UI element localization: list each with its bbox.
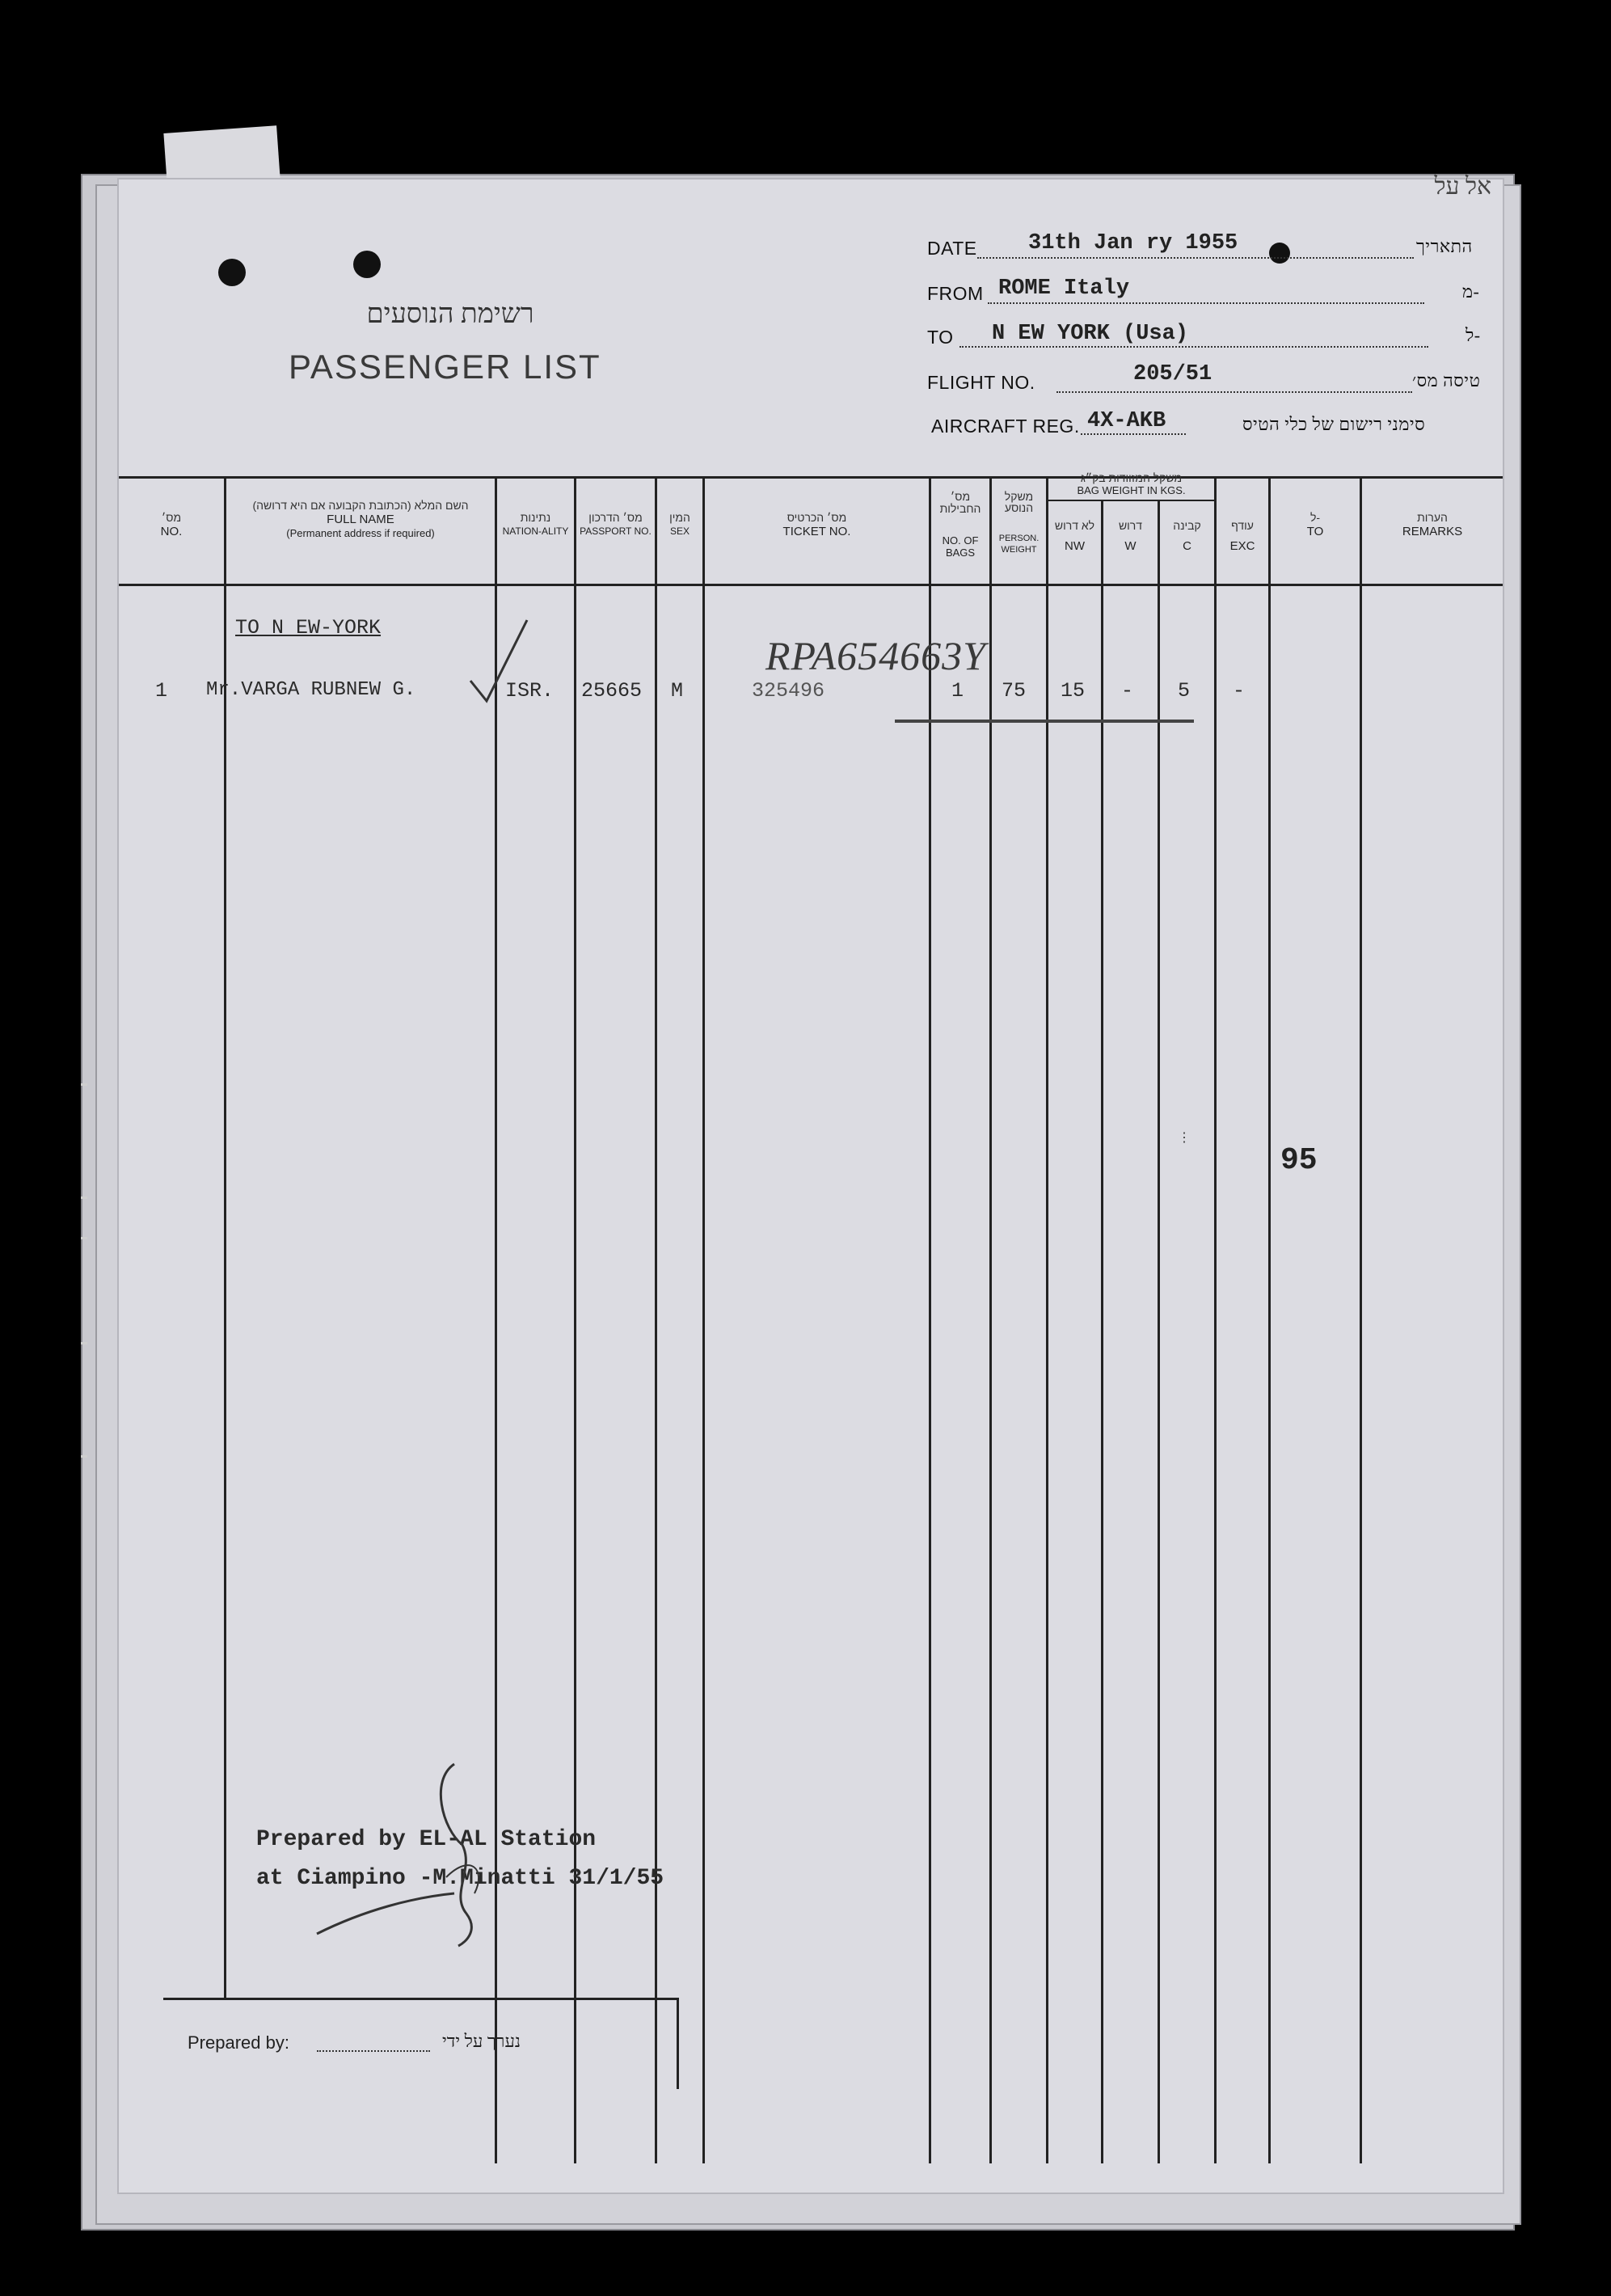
col-no-en: NO. (160, 525, 183, 538)
col-remarks-en: REMARKS (1402, 525, 1463, 538)
col-nationality-en: NATION-ALITY (502, 525, 569, 537)
to-value: N EW YORK (Usa) (992, 322, 1189, 346)
flight-hebrew: טיסה מס׳ (1412, 370, 1481, 390)
column-divider (574, 476, 576, 2163)
column-divider (1046, 476, 1048, 2163)
row-no: 1 (155, 679, 168, 703)
col-name-he: השם המלא (הכתובת הקבועה אם היא דרושה) (252, 499, 469, 512)
to-dotted-line (959, 346, 1428, 348)
col-ticket-he: מס׳ הכרטיס (787, 511, 847, 524)
tally-marks: ⋮ (1178, 1131, 1191, 1145)
col-name-header (226, 499, 495, 540)
row-weight: 75 (1002, 679, 1027, 703)
edge-mark (81, 1237, 87, 1239)
table-header-border (119, 584, 1503, 586)
column-divider (495, 476, 497, 2163)
column-divider (1360, 476, 1362, 2163)
stamp-line-2: at Ciampino -M.Minatti 31/1/55 (256, 1866, 664, 1891)
col-weight-en: PERSON. WEIGHT (998, 534, 1040, 555)
col-ticket-en: TICKET NO. (782, 525, 851, 538)
row-passport: 25665 (581, 679, 643, 703)
col-remarks-he: הערות (1417, 511, 1448, 524)
column-divider (1268, 476, 1271, 2163)
punch-hole (1269, 243, 1290, 264)
prepared-by-dotted-line (317, 2050, 430, 2052)
flight-dotted-line (1056, 391, 1412, 393)
column-divider (655, 476, 657, 2163)
aircraft-value: 4X-AKB (1087, 409, 1166, 433)
col-c-he: קבינה (1173, 519, 1201, 532)
from-label: FROM (927, 283, 984, 304)
form-title: PASSENGER LIST (289, 348, 601, 386)
col-sex-he: המין (669, 511, 690, 524)
col-to-he: ל- (1309, 511, 1321, 524)
row-name: Mr.VARGA RUBNEW G. (206, 679, 416, 701)
col-exc-en: EXC (1229, 539, 1255, 553)
punch-hole (353, 251, 381, 278)
flight-value: 205/51 (1133, 362, 1212, 386)
column-divider (929, 476, 931, 2163)
row-nationality: ISR. (505, 679, 555, 703)
col-passport-header (576, 511, 655, 538)
col-passport-he: מס׳ הדרכון (588, 511, 643, 524)
prepared-by-box (163, 1998, 679, 2089)
row-nw: 15 (1061, 679, 1086, 703)
col-bag-weight-en: BAG WEIGHT IN KGS. (1077, 484, 1186, 496)
column-divider (1158, 500, 1160, 2163)
stamp-line-1: Prepared by EL-AL Station (256, 1827, 597, 1852)
row-exc: - (1233, 679, 1246, 703)
underline-rule (895, 720, 1194, 723)
col-bag-weight-he: משקל המזוודות בק״ג (1080, 471, 1183, 484)
table-top-border (119, 476, 1503, 479)
edge-mark (81, 1342, 87, 1344)
col-passport-en: PASSPORT NO. (580, 525, 652, 537)
column-divider (1101, 500, 1103, 2163)
row-ticket: 325496 (752, 679, 825, 703)
col-bag-weight-header (1048, 472, 1214, 496)
col-remarks-header (1362, 511, 1503, 538)
total-weight: 95 (1280, 1143, 1318, 1178)
col-nw-he: לא דרוש (1054, 519, 1095, 532)
from-value: ROME Italy (998, 276, 1130, 301)
col-nationality-he: נתינות (520, 511, 551, 524)
edge-mark (81, 1455, 87, 1458)
aircraft-hebrew: סימני רישום של כלי הטיס (1242, 414, 1426, 434)
col-w-en: W (1124, 539, 1137, 553)
to-hebrew: ל- (1466, 325, 1481, 345)
passenger-list-form (117, 173, 1504, 2194)
handwritten-ticket-number: RPA654663Y (765, 633, 986, 678)
edge-mark (81, 1197, 87, 1199)
from-dotted-line (988, 302, 1424, 304)
signature (309, 1756, 495, 1950)
col-c-header (1160, 519, 1214, 553)
col-to-en: TO (1306, 525, 1324, 538)
col-no-header (119, 511, 224, 538)
date-hebrew: התאריך (1416, 236, 1473, 256)
col-name-sub: (Permanent address if required) (286, 527, 435, 539)
to-label: TO (927, 327, 954, 348)
row-bags: 1 (951, 679, 964, 703)
column-divider (702, 476, 705, 2163)
edge-mark (81, 1083, 87, 1086)
prepared-by-hebrew: נערך על ידי (442, 2031, 521, 2051)
row-w: - (1121, 679, 1134, 703)
col-sex-en: SEX (669, 525, 690, 537)
col-name-en: FULL NAME (327, 513, 394, 526)
aircraft-dotted-line (1081, 433, 1186, 435)
form-title-hebrew: רשימת הנוסעים (366, 299, 534, 329)
col-nw-header (1048, 519, 1101, 553)
date-label: DATE (927, 238, 977, 259)
column-divider (1214, 476, 1217, 2163)
col-weight-header (992, 491, 1046, 555)
row-c: 5 (1178, 679, 1191, 703)
col-sex-header (657, 511, 702, 538)
date-dotted-line (977, 257, 1414, 259)
col-w-he: דרוש (1118, 519, 1143, 532)
punch-hole (218, 259, 246, 286)
col-bags-en: NO. OF BAGS (942, 534, 979, 559)
col-nw-en: NW (1065, 539, 1085, 553)
corner-label: אל על (1434, 173, 1491, 200)
column-divider (989, 476, 992, 2163)
column-divider (224, 476, 226, 1998)
col-c-en: C (1183, 539, 1191, 553)
date-value: 31th Jan ry 1955 (1028, 231, 1238, 255)
col-w-header (1103, 519, 1158, 553)
col-exc-he: עודף (1231, 519, 1254, 532)
col-bags-header (931, 491, 989, 559)
aircraft-label: AIRCRAFT REG. (931, 416, 1080, 437)
col-ticket-header (705, 511, 929, 538)
col-exc-header (1217, 519, 1268, 553)
row-sex: M (671, 679, 684, 703)
col-weight-he: משקל הנוסע (1004, 490, 1034, 514)
prepared-by-label: Prepared by: (188, 2032, 289, 2053)
col-to-header (1271, 511, 1360, 538)
from-hebrew: מ- (1462, 281, 1480, 302)
flight-label: FLIGHT NO. (927, 372, 1035, 393)
col-bags-he: מס׳ החבילות (939, 490, 981, 515)
col-nationality-header (497, 511, 574, 538)
col-no-he: מס׳ (161, 511, 182, 524)
bag-weight-divider (1048, 500, 1214, 501)
section-heading: TO N EW-YORK (235, 616, 382, 639)
